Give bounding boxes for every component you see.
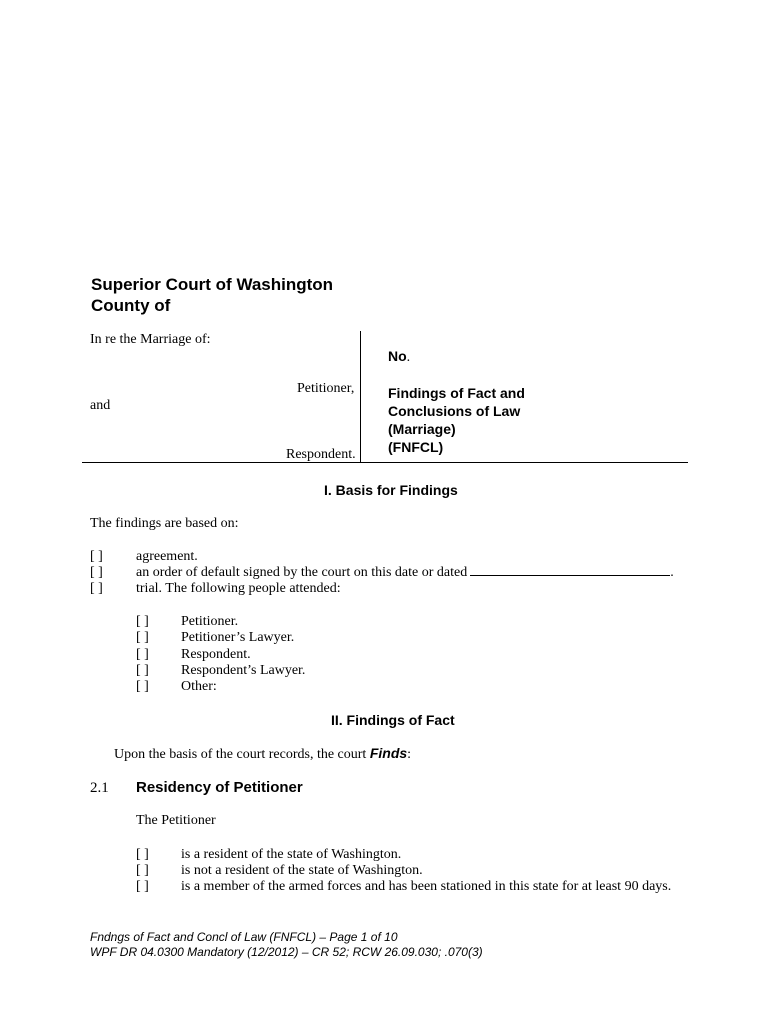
residency-option-armed-forces[interactable] xyxy=(136,878,696,895)
section-heading-basis: I. Basis for Findings xyxy=(324,482,458,498)
respondent-label: Respondent. xyxy=(286,447,356,462)
date-blank-field[interactable] xyxy=(470,564,670,576)
document-title-line: Findings of Fact and xyxy=(388,385,525,401)
document-title-line: (Marriage) xyxy=(388,421,456,437)
checkbox[interactable]: [ ] xyxy=(90,565,103,580)
findings-intro-text: Upon the basis of the court records, the court xyxy=(114,747,370,762)
checkbox[interactable]: [ ] xyxy=(136,614,149,629)
option-label: is not a resident of the state of Washington. xyxy=(181,863,423,878)
attendee-petitioner-lawyer[interactable] xyxy=(136,629,436,646)
basis-intro: The findings are based on: xyxy=(90,516,239,531)
case-number-period: . xyxy=(406,350,411,365)
attendee-petitioner[interactable] xyxy=(136,613,436,630)
subsection-number: 2.1 xyxy=(90,780,109,796)
basis-option-default[interactable] xyxy=(90,564,690,581)
residency-option-resident[interactable] xyxy=(136,846,696,863)
option-label: is a resident of the state of Washington. xyxy=(181,847,402,862)
residency-intro: The Petitioner xyxy=(136,813,216,828)
option-label: agreement. xyxy=(136,549,198,564)
checkbox[interactable]: [ ] xyxy=(136,847,149,862)
petitioner-label: Petitioner, xyxy=(297,381,355,396)
section-heading-findings: II. Findings of Fact xyxy=(331,712,455,728)
option-label: Petitioner. xyxy=(181,614,239,629)
option-label: trial. The following people attended: xyxy=(136,581,341,596)
attendee-other[interactable] xyxy=(136,678,436,695)
option-label: Petitioner’s Lawyer. xyxy=(181,630,295,645)
checkbox[interactable]: [ ] xyxy=(136,630,149,645)
checkbox[interactable]: [ ] xyxy=(90,549,103,564)
option-trail: . xyxy=(670,565,674,580)
court-title xyxy=(91,274,333,316)
caption-divider-vertical xyxy=(360,331,361,463)
and-label: and xyxy=(90,398,111,413)
document-title xyxy=(388,384,525,456)
case-number-label: No xyxy=(388,348,407,364)
findings-intro xyxy=(114,745,411,763)
document-title-line: (FNFCL) xyxy=(388,439,444,455)
checkbox[interactable]: [ ] xyxy=(136,647,149,662)
checkbox[interactable]: [ ] xyxy=(136,679,149,694)
checkbox[interactable]: [ ] xyxy=(136,663,149,678)
basis-option-agreement[interactable] xyxy=(90,548,690,565)
basis-option-trial[interactable] xyxy=(90,580,690,597)
option-label: an order of default signed by the court on this date or dated xyxy=(136,565,468,580)
subsection-heading-residency: Residency of Petitioner xyxy=(136,779,303,796)
option-label: is a member of the armed forces and has been stationed in this state for at least 90 days. xyxy=(181,879,672,894)
option-label: Respondent’s Lawyer. xyxy=(181,663,306,678)
footer-form-line: WPF DR 04.0300 Mandatory (12/2012) – CR 52; RCW 26.09.030; .070(3) xyxy=(90,945,483,959)
findings-intro-colon: : xyxy=(407,747,412,762)
findings-emphasis: Finds xyxy=(369,745,408,761)
checkbox[interactable]: [ ] xyxy=(136,879,149,894)
attendee-respondent-lawyer[interactable] xyxy=(136,662,436,679)
case-number xyxy=(388,348,410,366)
footer-page-line: Fndngs of Fact and Concl of Law (FNFCL) – Page 1 of 10 xyxy=(90,930,398,944)
court-name: Superior Court of Washington xyxy=(91,275,334,294)
county-line: County of xyxy=(91,296,171,315)
caption-divider-horizontal xyxy=(82,462,688,463)
option-label: Other: xyxy=(181,679,217,694)
checkbox[interactable]: [ ] xyxy=(136,863,149,878)
residency-option-nonresident[interactable] xyxy=(136,862,696,879)
attendee-respondent[interactable] xyxy=(136,646,436,663)
option-label: Respondent. xyxy=(181,647,251,662)
checkbox[interactable]: [ ] xyxy=(90,581,103,596)
in-re-label: In re the Marriage of: xyxy=(90,332,211,347)
document-title-line: Conclusions of Law xyxy=(388,403,521,419)
